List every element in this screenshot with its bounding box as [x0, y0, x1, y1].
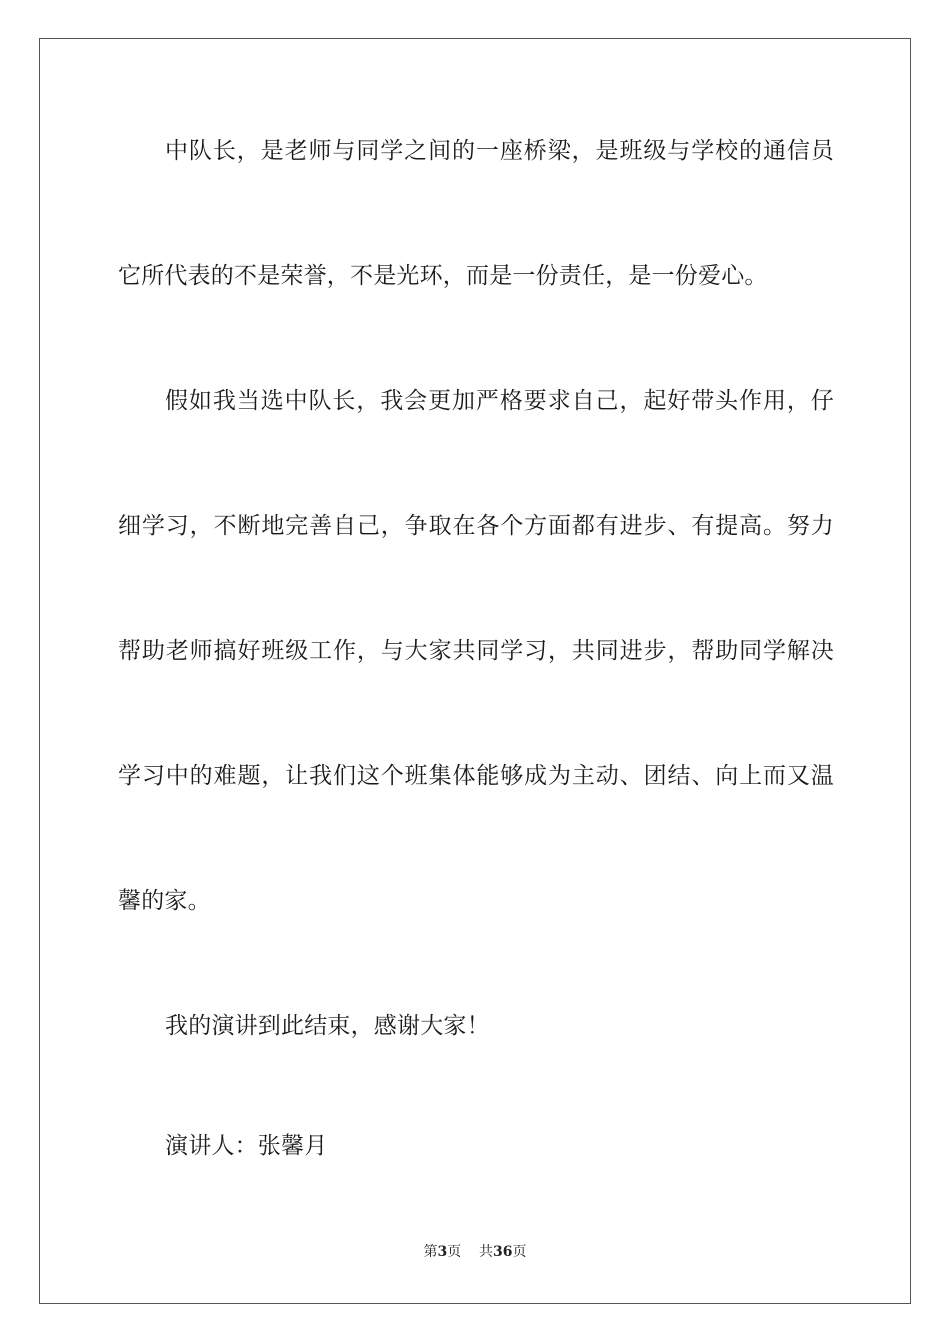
speaker-signature: 演讲人：张馨月 [165, 1133, 328, 1159]
paragraph-line: 中队长，是老师与同学之间的一座桥梁，是班级与学校的通信员 [165, 138, 834, 164]
page-border [39, 38, 911, 1304]
paragraph-line: 帮助老师搞好班级工作，与大家共同学习，共同进步，帮助同学解决 [118, 638, 834, 664]
paragraph-line: 细学习，不断地完善自己，争取在各个方面都有进步、有提高。努力 [118, 513, 834, 539]
total-prefix: 共 [479, 1244, 494, 1260]
closing-line: 我的演讲到此结束，感谢大家！ [165, 1013, 490, 1039]
paragraph-line: 它所代表的不是荣誉，不是光环，而是一份责任，是一份爱心。 [118, 263, 768, 289]
paragraph-line: 馨的家。 [118, 888, 211, 914]
current-page-number: 3 [437, 1244, 448, 1260]
page-footer [0, 1243, 950, 1261]
paragraph-line: 假如我当选中队长，我会更加严格要求自己，起好带头作用，仔 [165, 388, 834, 414]
total-suffix: 页 [512, 1244, 527, 1260]
page-prefix: 第 [423, 1244, 438, 1260]
page-suffix: 页 [447, 1244, 462, 1260]
total-pages-number: 36 [493, 1244, 513, 1260]
paragraph-line: 学习中的难题，让我们这个班集体能够成为主动、团结、向上而又温 [118, 763, 834, 789]
